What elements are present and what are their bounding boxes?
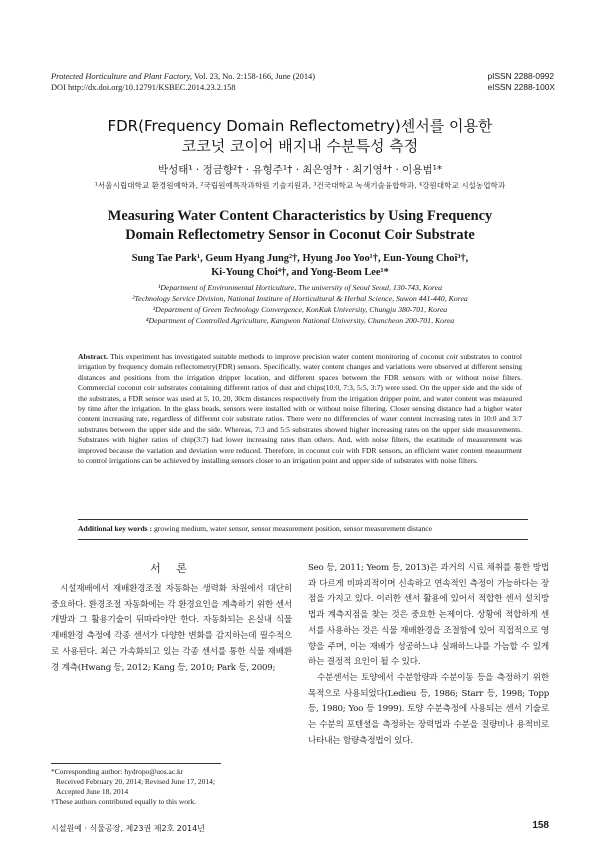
keywords-bottom-rule — [78, 539, 528, 540]
korean-affiliations: ¹서울시립대학교 환경원예학과, ²국립원예특작과학원 기술지원과, ³건국대학교 녹색기술융합학과, ⁴강원대학교 시설농업학과 — [94, 181, 506, 190]
keywords-text: growing medium, water sensor, sensor measurement position, sensor measurement distance — [152, 524, 433, 533]
section-heading: 서 론 — [150, 562, 193, 575]
journal-header — [51, 71, 315, 93]
affiliation-line: ²Technology Service Division, National Institure of Horticultural & Herbal Science, Suwon 441-440, Korea — [132, 294, 468, 303]
keywords — [78, 524, 528, 533]
english-title: Measuring Water Content Characteristics by Using Frequency Domain Reflectometry Sensor in Coconut Coir Substrate — [107, 208, 493, 243]
right-column — [308, 561, 549, 749]
footnote-rule — [51, 763, 221, 764]
abstract-label: Abstract. — [78, 352, 108, 361]
intro-paragraph: Seo 등, 2011; Yeom 등, 2013)은 과거의 시료 채취를 통한 방법과 다르게 비파괴적이며 신속하고 연속적인 측정이 가능하다는 장점을 가지고 있다. 이러한 센서 활용에 있어서 적합한 센서 설치방법과 계측지점을 찾는 것은 중요한 논제이다. 상황에 적합하게 센서를 사용하는 것은 식물 재배환경을 조절함에 있어 직접적으로 영향을 주며, 이는 재배가 성공하느냐 실패하느냐를 가늠할 수 있게 하는 결정적 요인이 될 수 있다. — [308, 563, 549, 668]
affiliation-line: ³Department of Green Technology Convergence, KonKuk University, Chungju 380-701, Korea — [152, 305, 448, 314]
english-affiliations — [0, 282, 600, 326]
doi-link[interactable]: DOI http://dx.doi.org/10.12791/KSBEC.2014.23.2.158 — [51, 83, 236, 92]
pissn: pISSN 2288-0992 — [487, 71, 555, 81]
received-date: Received February 20, 2014; Revised June 17, 2014; — [56, 777, 215, 786]
journal-citation: Protected Horticulture and Plant Factory, Vol. 23, No. 2:158-166, June (2014) — [51, 72, 316, 81]
affiliation-line: ¹Department of Environmental Horticulture, The university of Seoul Seoul, 130-743, Korea — [157, 283, 443, 292]
page-number: 158 — [532, 820, 549, 831]
footnotes — [51, 767, 301, 807]
intro-paragraph: 시설재배에서 재배환경조절 자동화는 생력화 차원에서 대단히 중요하다. 환경조절 자동화에는 각 환경요인을 계측하기 위한 센서개발과 그 활용기술이 뒤따라야만 한다. 자동화되는 온실내 식물 재배환경 측정에 각종 센서가 다양한 변화를 감지하는데 필수적으로 사용된다. 최근 가속화되고 있는 각종 센서를 통한 식물 재배환경 계측(Hwang 등, 2012; Kang 등, 2010; Park 등, 2009; — [51, 584, 292, 673]
equal-contribution-note: †These authors contributed equally to this work. — [51, 797, 197, 806]
keywords-top-rule — [78, 519, 528, 520]
accepted-date: Accepted June 18, 2014 — [56, 787, 129, 796]
eissn: eISSN 2288-100X — [487, 82, 555, 92]
korean-authors: 박성태¹ · 정금향²† · 유형주¹† · 최은영³† · 최기영⁴† · 이용범¹* — [157, 164, 443, 176]
left-column — [51, 560, 292, 676]
keywords-label: Additional key words : — [78, 524, 153, 533]
abstract-text: This experiment has investigated suitable methods to improve precision water content monitoring of coconut coir substrates to control irrigation by frequency domain reflectometry(FDR) sensors. Specifically, water content changes and variations were observed at different sensing distances and positions from the irrigation dripper location, and different spaces between the FDR sensors with or without noise filters. Commercial coconut coir substrates containing different ratios of dust and chips(10:0, 7:3, 5:5, 3:7) were used. On the upper side and the side of the substrates, a FDR sensor was used at 5, 10, 20, 30cm distances respectively from the irrigation dripper point, and water content was measured by time after the irrigation. In the glass beads, sensors were installed with or without noise filtering. Closer sensing distance had a higher water content increasing rate, regardless of different coir substrate ratios. There were no differencies of water content increasing rates in 10:0 and 3:7 substrates between the upper side and the side. Whereas, 7:3 and 5:5 substrates showed higher increasing rates on the upper side measurements. Substrates with higher ratios of chip(3:7) had lower increasing rates than others. And, with noise filters, the exatitude of measurement was improved because the variation and deviation were reduced. Therefore, in coconut coir with FDR sensors, an efficient water content measurment to control irrigations can be achieved by installing sensors closer to an irrigation point and upper side of substrates with noise filters. — [78, 352, 522, 466]
footer-journal: 시설원예 · 식물공장, 제23권 제2호 2014년 — [51, 824, 205, 833]
intro-paragraph: 수분센서는 토양에서 수분함량과 수분이동 등을 측정하기 위한 목적으로 사용되었다(Ledieu 등, 1986; Starr 등, 1998; Topp 등, 1980; Yoo 등 1999). 토양 수분측정에 사용되는 센서 기술로는 수분의 포텐셜을 측정하는 장력법과 수분을 질량비나 용적비로 나타내는 함량측정법이 있다. — [308, 672, 549, 746]
corresponding-author: *Corresponding author: hydropo@uos.ac.kr — [51, 767, 184, 776]
issn-block — [487, 71, 555, 93]
english-authors: Sung Tae Park¹, Geum Hyang Jung²†, Hyung Joo Yoo¹†, Eun-Young Choi³†, Ki-Young Choi⁴†, and Yong-Beom Lee¹* — [131, 253, 469, 278]
korean-title: FDR(Frequency Domain Reflectometry)센서를 이용한 코코넛 코이어 배지내 수분특성 측정 — [107, 117, 493, 155]
abstract — [78, 352, 522, 466]
affiliation-line: ⁴Department of Controlled Agriculture, Kangwon National University, Chuncheon 200-701, Korea — [145, 316, 455, 325]
